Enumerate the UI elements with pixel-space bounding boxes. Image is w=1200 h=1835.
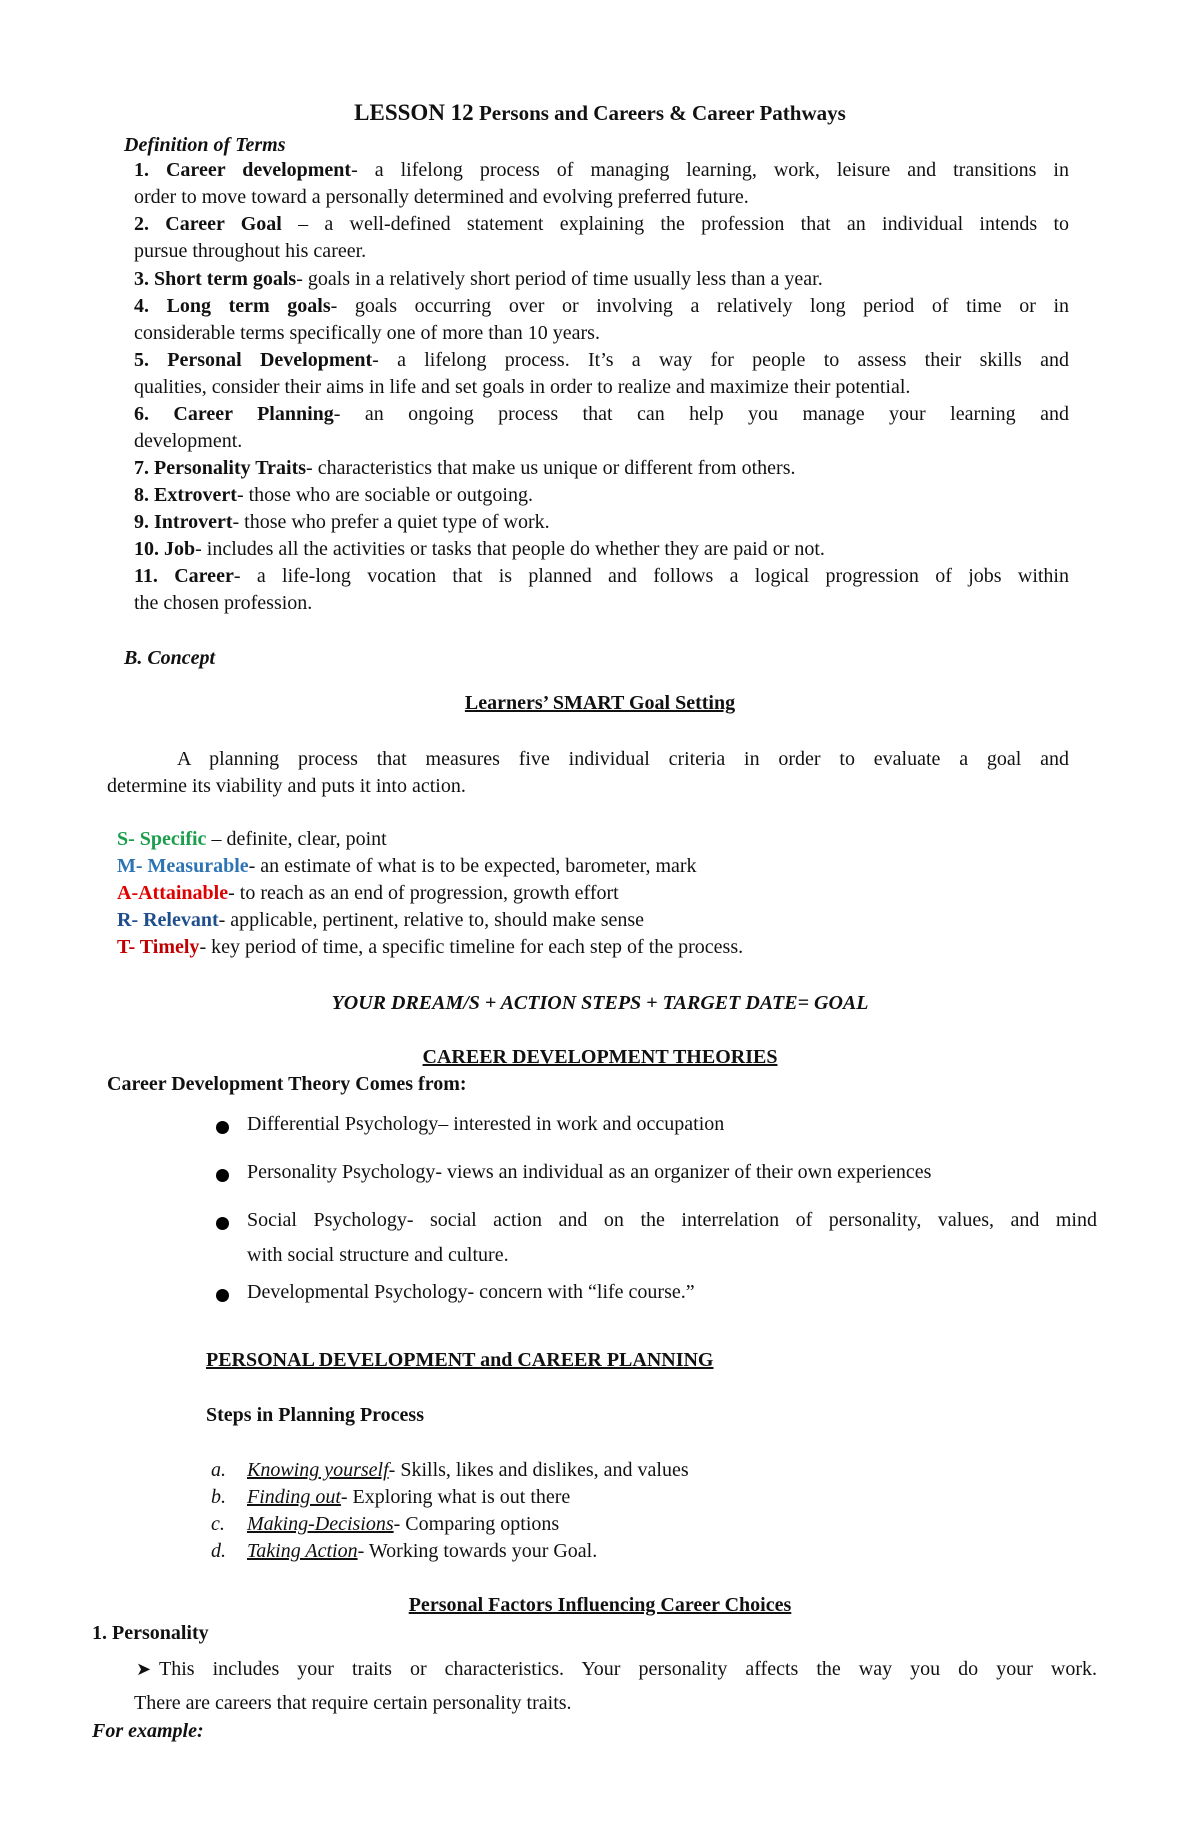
smart-intro-line-1: A planning process that measures five individual criteria in order to evaluate a goal and	[177, 748, 1069, 770]
definition-5-line-1: 5. Personal Development- a lifelong process. It’s a way for people to assess their skills and	[134, 349, 1069, 371]
step-c-letter: c.	[211, 1513, 225, 1535]
smart-intro-line-2: determine its viability and puts it into action.	[107, 775, 466, 797]
definition-11-line-2: the chosen profession.	[134, 592, 313, 614]
lesson-title	[0, 100, 1200, 126]
lesson-number: LESSON 12	[354, 100, 474, 125]
factor-personality: 1. Personality	[92, 1622, 209, 1644]
theory-bullet-4: Developmental Psychology- concern with “life course.”	[247, 1281, 695, 1303]
definition-4-line-2: considerable terms specifically one of more than 10 years.	[134, 322, 600, 344]
theory-bullet-3-line-1: Social Psychology- social action and on the interrelation of personality, values, and mind	[247, 1209, 1097, 1231]
definition-1-line-1: 1. Career development- a lifelong process of managing learning, work, leisure and transitions in	[134, 159, 1069, 181]
definition-11-line-1: 11. Career- a life-long vocation that is planned and follows a logical progression of jobs within	[134, 565, 1069, 587]
smart-timely: T- Timely- key period of time, a specific timeline for each step of the process.	[117, 936, 744, 958]
personality-line-1: This includes your traits or characteristics. Your personality affects the way you do your work.	[159, 1658, 1097, 1680]
personality-line-2: There are careers that require certain personality traits.	[134, 1692, 572, 1714]
smart-attainable: A-Attainable- to reach as an end of progression, growth effort	[117, 882, 619, 904]
step-c: Making-Decisions- Comparing options	[247, 1513, 560, 1535]
smart-measurable: M- Measurable- an estimate of what is to be expected, barometer, mark	[117, 855, 697, 877]
definition-8: 8. Extrovert- those who are sociable or outgoing.	[134, 484, 533, 506]
definition-6-line-2: development.	[134, 430, 243, 452]
example-label: For example:	[92, 1720, 204, 1742]
theory-bullet-3-line-2: with social structure and culture.	[247, 1244, 509, 1266]
definition-10: 10. Job- includes all the activities or tasks that people do whether they are paid or not.	[134, 538, 825, 560]
steps-heading: Steps in Planning Process	[206, 1404, 424, 1426]
smart-title: Learners’ SMART Goal Setting	[464, 692, 736, 714]
lesson-subtitle: Persons and Careers & Career Pathways	[478, 101, 846, 125]
planning-title: PERSONAL DEVELOPMENT and CAREER PLANNING	[206, 1349, 714, 1371]
definition-2-line-2: pursue throughout his career.	[134, 240, 367, 262]
step-b: Finding out- Exploring what is out there	[247, 1486, 571, 1508]
step-d: Taking Action- Working towards your Goal.	[247, 1540, 598, 1562]
definition-9: 9. Introvert- those who prefer a quiet type of work.	[134, 511, 550, 533]
definition-6-line-1: 6. Career Planning- an ongoing process that can help you manage your learning and	[134, 403, 1069, 425]
bullet-icon	[216, 1289, 229, 1302]
bullet-icon	[216, 1169, 229, 1182]
theory-bullet-2: Personality Psychology- views an individual as an organizer of their own experiences	[247, 1161, 932, 1183]
arrow-bullet-icon: ➤	[136, 1659, 152, 1679]
definition-7: 7. Personality Traits- characteristics that make us unique or different from others.	[134, 457, 796, 479]
step-a-letter: a.	[211, 1459, 226, 1481]
step-d-letter: d.	[211, 1540, 226, 1562]
theories-title: CAREER DEVELOPMENT THEORIES	[422, 1046, 778, 1068]
smart-relevant: R- Relevant- applicable, pertinent, relative to, should make sense	[117, 909, 645, 931]
theory-bullet-1: Differential Psychology– interested in work and occupation	[247, 1113, 725, 1135]
factors-title: Personal Factors Influencing Career Choices	[408, 1594, 792, 1616]
definition-5-line-2: qualities, consider their aims in life and set goals in order to realize and maximize their potential.	[134, 376, 911, 398]
bullet-icon	[216, 1121, 229, 1134]
definitions-heading: Definition of Terms	[124, 134, 286, 156]
smart-specific: S- Specific – definite, clear, point	[117, 828, 387, 850]
bullet-icon	[216, 1217, 229, 1230]
theories-subheading: Career Development Theory Comes from:	[107, 1073, 467, 1095]
definition-4-line-1: 4. Long term goals- goals occurring over or involving a relatively long period of time or in	[134, 295, 1069, 317]
definition-2-line-1: 2. Career Goal – a well-defined statement explaining the profession that an individual intends to	[134, 213, 1070, 235]
step-a: Knowing yourself- Skills, likes and dislikes, and values	[247, 1459, 689, 1481]
step-b-letter: b.	[211, 1486, 226, 1508]
concept-heading: B. Concept	[124, 647, 216, 669]
definition-1-line-2: order to move toward a personally determined and evolving preferred future.	[134, 186, 749, 208]
goal-formula: YOUR DREAM/S + ACTION STEPS + TARGET DATE= GOAL	[331, 992, 869, 1014]
definition-3: 3. Short term goals- goals in a relatively short period of time usually less than a year.	[134, 268, 823, 290]
